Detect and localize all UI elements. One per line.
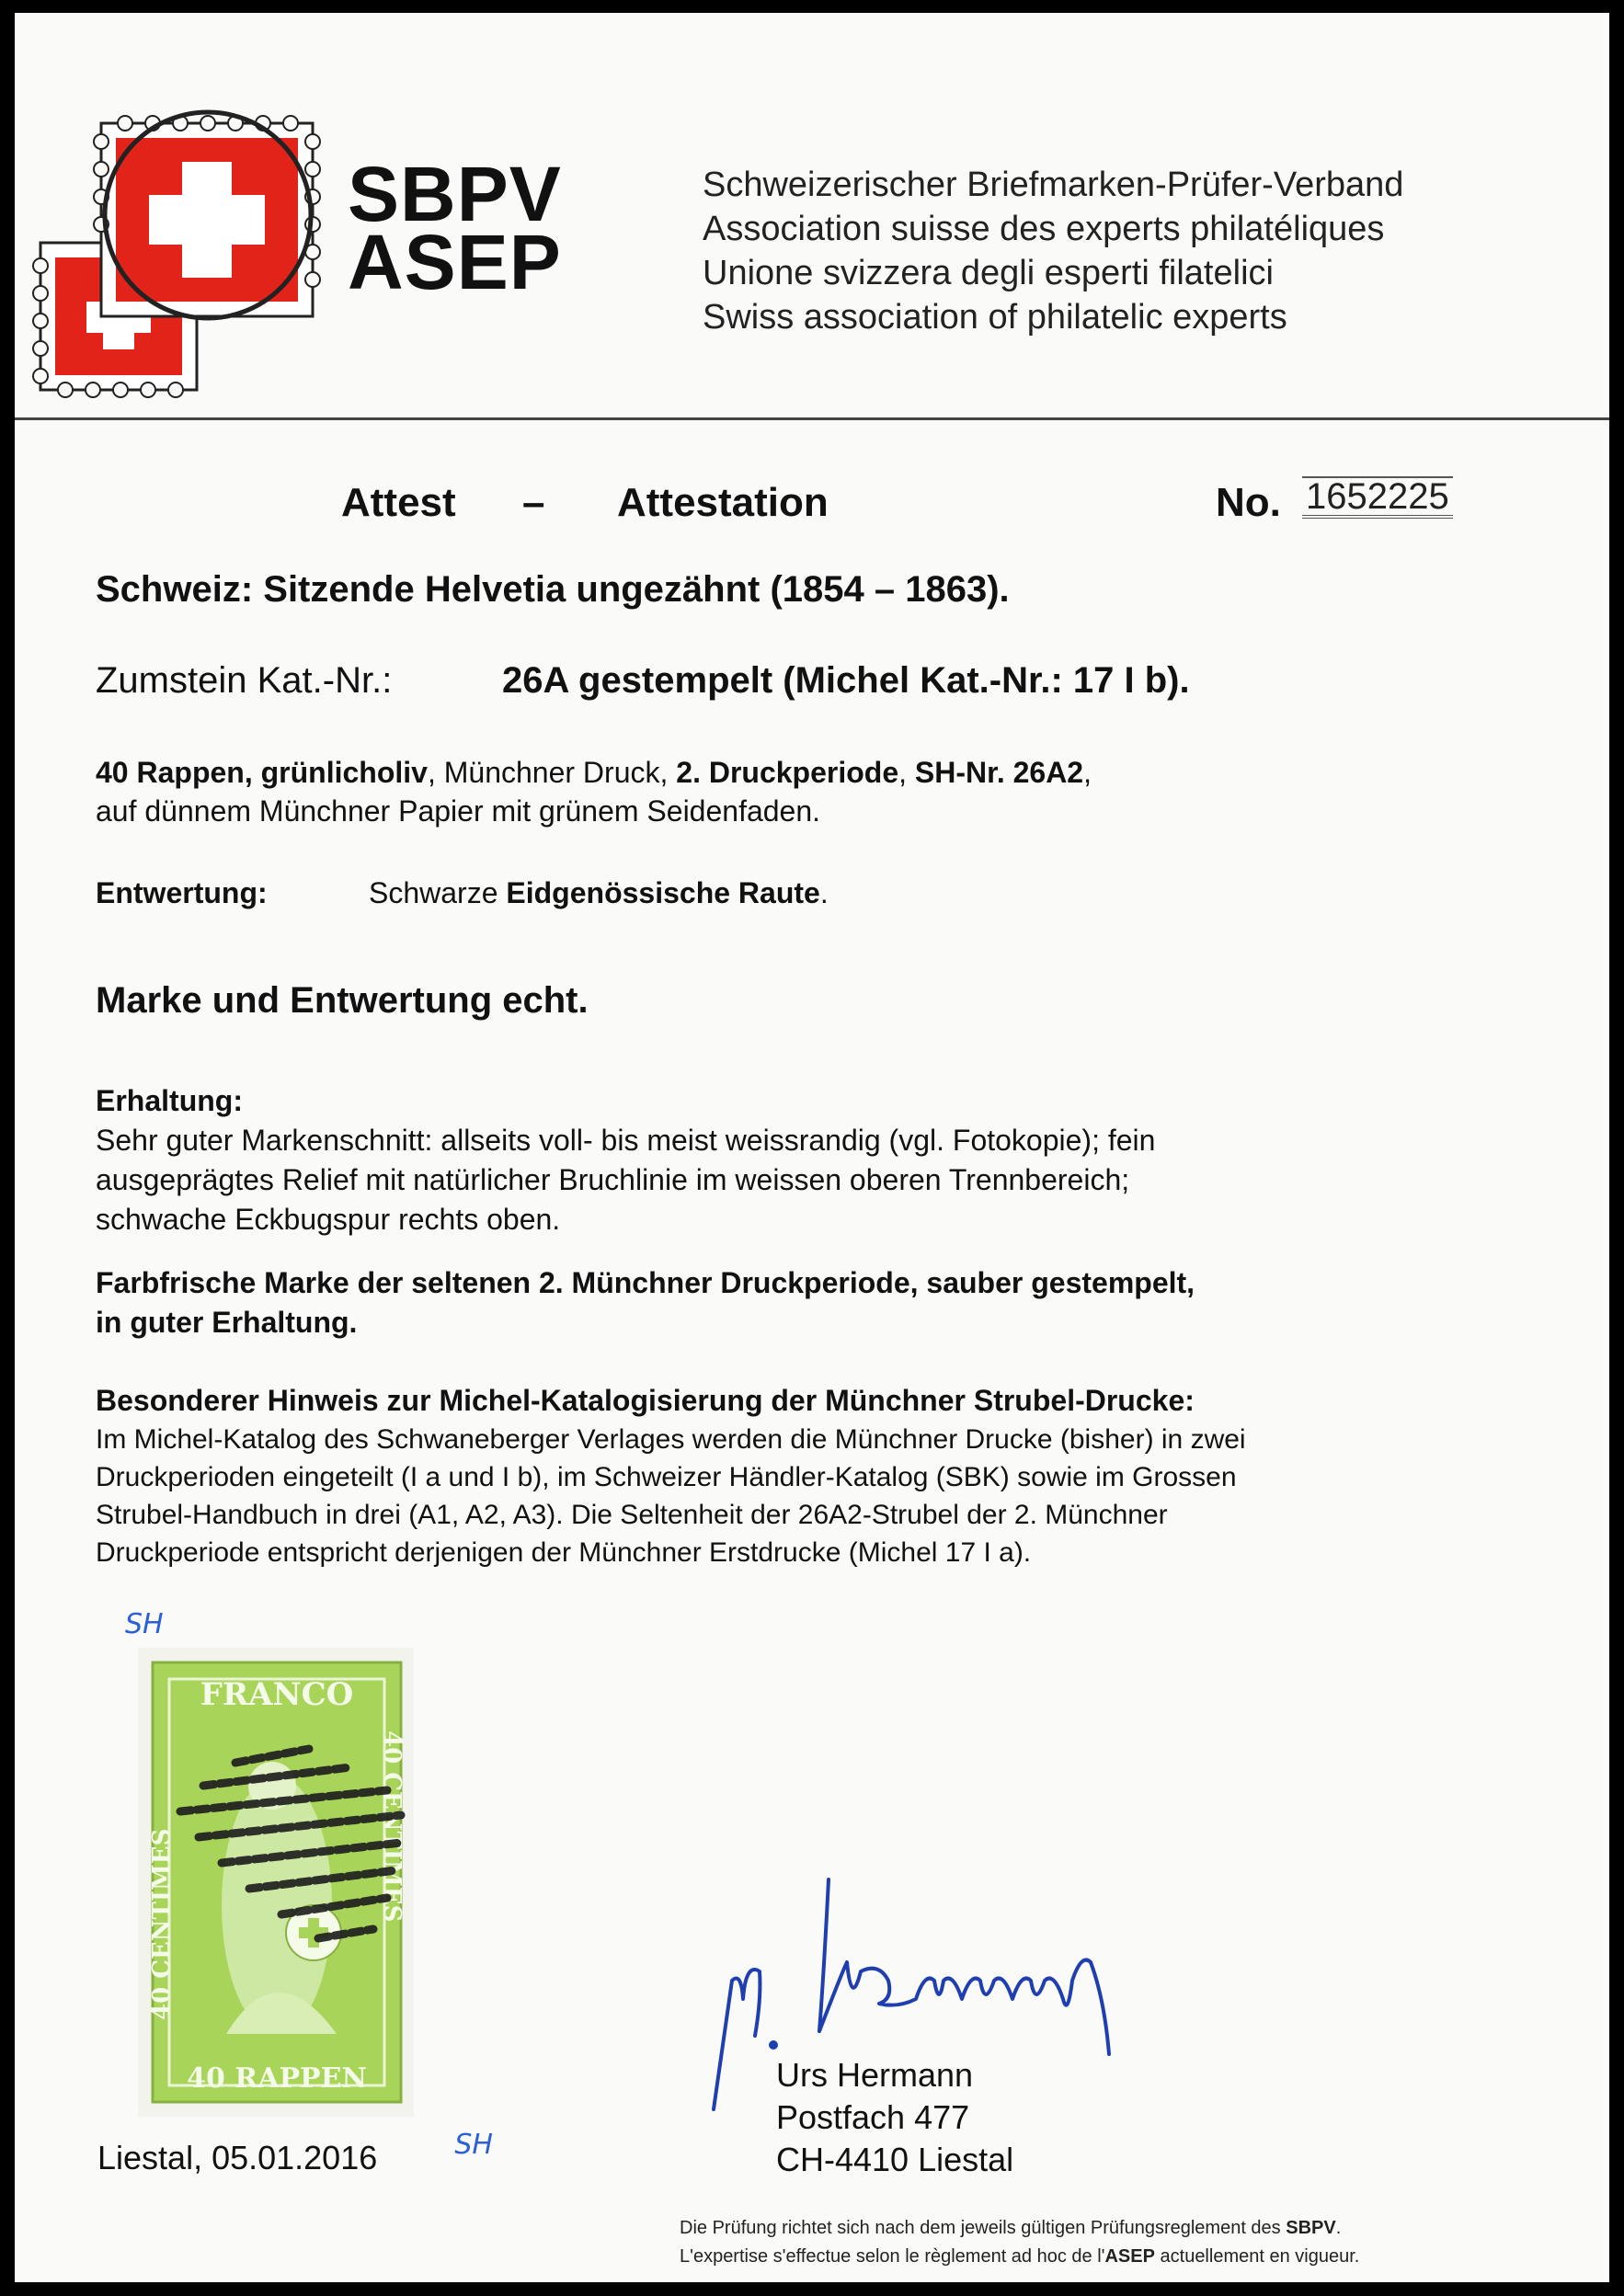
sbpv-logo	[24, 105, 337, 399]
desc-value-color: 40 Rappen, grünlicholiv	[96, 756, 428, 789]
desc-print: , Münchner Druck,	[427, 756, 677, 789]
summary-line: in guter Erhaltung.	[96, 1306, 358, 1339]
catalog-note-line: Druckperioden eingeteilt (I a und I b), im Schweizer Händler-Katalog (SBK) sowie im Grossen	[96, 1462, 1237, 1492]
stamp-mark-bottom: SH	[454, 2129, 493, 2161]
catalog-label: Zumstein Kat.-Nr.:	[96, 660, 393, 701]
footer-line-de	[680, 2214, 1359, 2243]
stamp-bottom-text: 40 RAPPEN	[187, 2062, 367, 2095]
association-it: Unione svizzera degli esperti filatelici	[703, 254, 1274, 292]
footer-end: .	[1335, 2218, 1342, 2238]
certificate-header	[15, 13, 1609, 417]
condition-section	[96, 1081, 1567, 1239]
footer-text: L'expertise s'effectue selon le règlement ad hoc de l'	[680, 2246, 1105, 2267]
place-date: Liestal, 05.01.2016	[97, 2139, 378, 2176]
certificate-number-label: No.	[1216, 480, 1281, 525]
stamp-left-text: 40 CENTIMES	[148, 1828, 176, 2020]
cancellation-type: Eidgenössische Raute	[506, 876, 820, 909]
verdict: Marke und Entwertung echt.	[96, 980, 589, 1021]
stamp-top-text: FRANCO	[200, 1676, 354, 1713]
catalog-note-line: Strubel-Handbuch in drei (A1, A2, A3). Die Seltenheit der 26A2-Strubel der 2. Münchner	[96, 1500, 1168, 1530]
stamp-right-text: 40 CENTIMES	[378, 1731, 406, 1923]
footer-text: Die Prüfung richtet sich nach dem jeweils gültigen Prüfungsreglement des	[680, 2218, 1287, 2238]
catalog-note-title: Besonderer Hinweis zur Michel-Katalogisierung der Münchner Strubel-Drucke:	[96, 1384, 1195, 1417]
stamp-title: Schweiz: Sitzende Helvetia ungezähnt (1854 – 1863).	[96, 569, 1010, 610]
stamp-mark-top: SH	[125, 1608, 164, 1640]
cancellation-text	[369, 874, 829, 911]
signatory-address: Postfach 477	[776, 2098, 970, 2136]
summary-line: Farbfrische Marke der seltenen 2. Münchner Druckperiode, sauber gestempelt,	[96, 1266, 1195, 1299]
signatory-block	[776, 2054, 1013, 2181]
catalog-value: 26A gestempelt (Michel Kat.-Nr.: 17 I b).	[502, 660, 1190, 701]
association-de: Schweizerischer Briefmarken-Prüfer-Verband	[703, 166, 1404, 204]
catalog-note-line: Im Michel-Katalog des Schwaneberger Verlages werden die Münchner Drucke (bisher) in zwei	[96, 1424, 1246, 1455]
catalog-note	[96, 1381, 1567, 1571]
desc-sh-number: SH-Nr. 26A2	[914, 756, 1084, 789]
brand-name	[348, 151, 562, 305]
footer-line-fr	[680, 2243, 1359, 2271]
header-divider	[15, 417, 1609, 420]
desc-sep: ,	[898, 756, 915, 789]
footer-asep: ASEP	[1104, 2246, 1155, 2267]
certificate-number: 1652225	[1302, 476, 1453, 519]
condition-line: ausgeprägtes Relief mit natürlicher Bruchlinie im weissen oberen Trennbereich;	[96, 1163, 1130, 1196]
brand-sbpv: SBPV	[348, 151, 562, 237]
condition-line: schwache Eckbugspur rechts oben.	[96, 1203, 561, 1236]
attest-label: Attest	[341, 480, 456, 525]
stamp-description-line1	[96, 754, 1092, 791]
association-fr: Association suisse des experts philatéliques	[703, 210, 1385, 248]
certificate-sheet	[15, 13, 1609, 2282]
summary	[96, 1263, 1567, 1342]
stamp-photo	[125, 1602, 511, 2163]
attest-dash: –	[522, 480, 545, 525]
cancellation-end: .	[819, 876, 829, 909]
association-names	[703, 163, 1403, 339]
desc-print-period: 2. Druckperiode	[676, 756, 899, 789]
brand-asep: ASEP	[348, 219, 562, 305]
footer-note	[680, 2214, 1359, 2271]
stamp-description-line2: auf dünnem Münchner Papier mit grünem Seidenfaden.	[96, 794, 821, 828]
desc-end: ,	[1083, 756, 1092, 789]
catalog-note-line: Druckperiode entspricht derjenigen der Münchner Erstdrucke (Michel 17 I a).	[96, 1537, 1032, 1568]
condition-line: Sehr guter Markenschnitt: allseits voll- bis meist weissrandig (vgl. Fotokopie); fein	[96, 1124, 1156, 1157]
footer-sbpv: SBPV	[1286, 2218, 1336, 2238]
condition-label: Erhaltung:	[96, 1084, 243, 1117]
footer-end: actuellement en vigueur.	[1154, 2246, 1360, 2267]
association-en: Swiss association of philatelic experts	[703, 298, 1287, 337]
cancellation-prefix: Schwarze	[369, 876, 507, 909]
attestation-label: Attestation	[617, 480, 829, 525]
cancellation-label: Entwertung:	[96, 876, 268, 909]
signatory-name: Urs Hermann	[776, 2056, 974, 2094]
signatory-address: CH-4410 Liestal	[776, 2141, 1014, 2178]
